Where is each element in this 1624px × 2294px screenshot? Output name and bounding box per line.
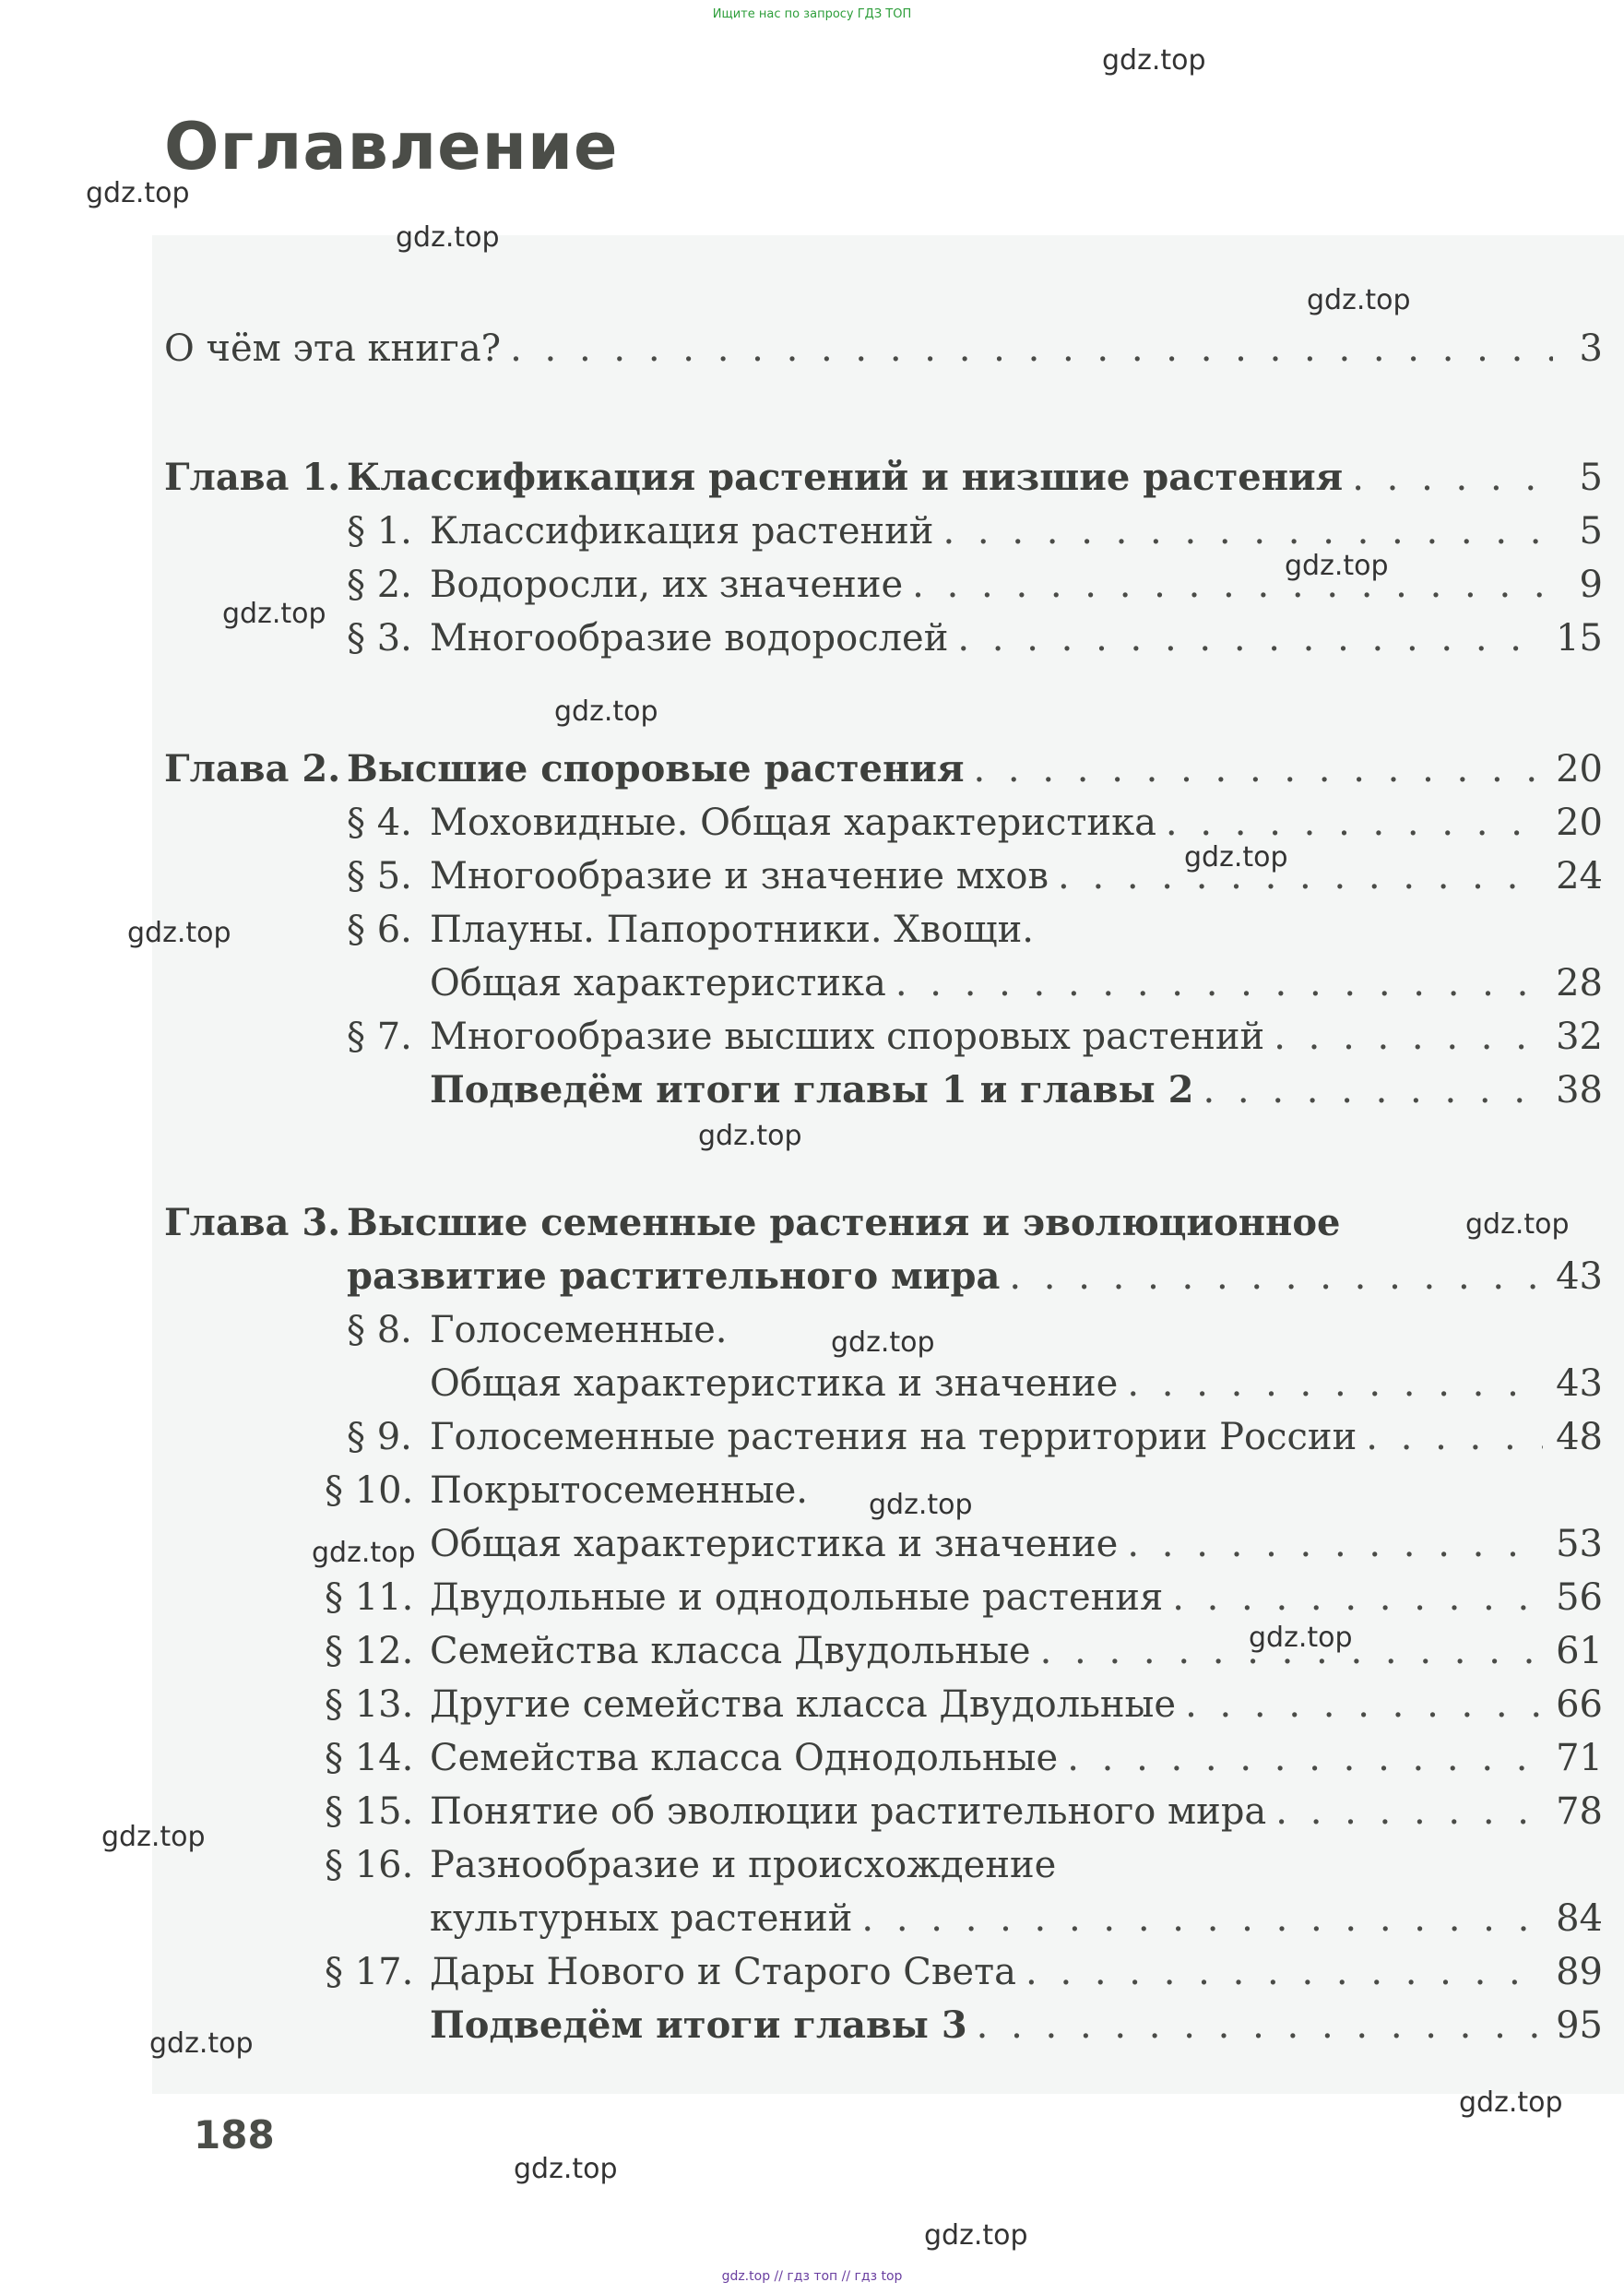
toc-section-9[interactable]: [347, 1411, 1603, 1465]
chapter-title: Классификация растений и низшие растения: [347, 456, 1344, 499]
section-title: Двудольные и однодольные растения: [430, 1576, 1164, 1619]
section-title: Многообразие водорослей: [430, 617, 949, 660]
chapter-title: Высшие семенные растения и эволюционное: [347, 1201, 1341, 1244]
watermark: gdz.top: [86, 177, 190, 209]
section-title-cont: Общая характеристика и значение: [430, 1362, 1119, 1405]
watermark: gdz.top: [869, 1489, 973, 1521]
leader-dots: [861, 1893, 1543, 1944]
watermark: gdz.top: [1285, 550, 1389, 582]
section-number: § 7.: [347, 1016, 412, 1058]
toc-section-8-cont[interactable]: [430, 1358, 1603, 1411]
watermark: gdz.top: [1465, 1208, 1570, 1241]
leader-dots: [1127, 1358, 1543, 1409]
entry-page: 48: [1556, 1416, 1603, 1458]
top-note: Ищите нас по запросу ГДЗ ТОП: [712, 7, 912, 21]
entry-page: 32: [1556, 1016, 1603, 1058]
section-title: Другие семейства класса Двудольные: [430, 1683, 1177, 1726]
page-title: Оглавление: [164, 109, 619, 184]
section-title: Многообразие и значение мхов: [430, 855, 1049, 897]
section-number: § 1.: [347, 510, 412, 553]
entry-page: 28: [1556, 962, 1603, 1004]
toc-chapter-3-cont[interactable]: [347, 1251, 1603, 1304]
leader-dots: [1352, 452, 1553, 504]
entry-page: 9: [1579, 564, 1603, 606]
entry-page: 5: [1579, 457, 1603, 499]
leader-dots: [1025, 1946, 1543, 1998]
section-title: Семейства класса Двудольные: [430, 1630, 1031, 1672]
toc-section-11[interactable]: [325, 1572, 1603, 1625]
toc-chapter-3[interactable]: [164, 1197, 1603, 1251]
leader-dots: [510, 323, 1553, 374]
toc-section-5[interactable]: [347, 850, 1603, 904]
section-title-cont: Общая характеристика и значение: [430, 1523, 1119, 1565]
summary-title: Подведём итоги главы 1 и главы 2: [430, 1068, 1194, 1111]
watermark: gdz.top: [514, 2153, 618, 2185]
section-number: § 9.: [347, 1416, 412, 1458]
watermark: gdz.top: [924, 2219, 1028, 2252]
leader-dots: [1203, 1064, 1543, 1116]
section-number: § 13.: [325, 1683, 414, 1726]
leader-dots: [1185, 1679, 1543, 1730]
toc-section-1[interactable]: [347, 505, 1603, 559]
section-number: § 11.: [325, 1576, 414, 1619]
entry-page: 66: [1556, 1683, 1603, 1726]
entry-page: 5: [1579, 510, 1603, 553]
section-title: Многообразие высших споровых растений: [430, 1016, 1265, 1058]
section-number: § 3.: [347, 617, 412, 660]
toc-section-7[interactable]: [347, 1011, 1603, 1064]
watermark: gdz.top: [554, 695, 658, 728]
leader-dots: [895, 957, 1543, 1009]
watermark: gdz.top: [101, 1821, 206, 1853]
section-number: § 15.: [325, 1790, 414, 1833]
section-number: § 4.: [347, 802, 412, 844]
section-number: § 6.: [347, 909, 412, 951]
toc-section-3[interactable]: [347, 612, 1603, 666]
footer-note: gdz.top // гдз топ // гдз top: [721, 2269, 903, 2284]
section-title: Дары Нового и Старого Света: [430, 1951, 1017, 1993]
watermark: gdz.top: [127, 917, 231, 949]
section-title: Голосеменные растения на территории России: [430, 1416, 1357, 1458]
section-number: § 10.: [325, 1469, 414, 1512]
toc-section-10-cont[interactable]: [430, 1518, 1603, 1572]
toc-section-6-cont[interactable]: [430, 957, 1603, 1011]
chapter-label: Глава 2.: [164, 747, 341, 790]
entry-page: 20: [1556, 748, 1603, 790]
entry-page: 38: [1556, 1069, 1603, 1111]
section-title: Классификация растений: [430, 510, 934, 553]
entry-page: 95: [1556, 2004, 1603, 2047]
toc-section-15[interactable]: [325, 1786, 1603, 1839]
section-title: Разнообразие и происхождение: [430, 1844, 1057, 1886]
watermark: gdz.top: [831, 1326, 935, 1359]
entry-page: 24: [1556, 855, 1603, 897]
entry-page: 61: [1556, 1630, 1603, 1672]
chapter-label: Глава 3.: [164, 1201, 341, 1244]
leader-dots: [957, 612, 1543, 664]
watermark: gdz.top: [1459, 2086, 1563, 2119]
section-title: Голосеменные.: [430, 1309, 728, 1351]
toc-section-2[interactable]: [347, 559, 1603, 612]
section-title-cont: Общая характеристика: [430, 962, 886, 1004]
section-title: Семейства класса Однодольные: [430, 1737, 1059, 1779]
toc-entry-intro[interactable]: [164, 323, 1603, 376]
section-number: § 2.: [347, 564, 412, 606]
watermark: gdz.top: [312, 1537, 416, 1569]
watermark: gdz.top: [698, 1120, 802, 1152]
watermark: gdz.top: [1249, 1622, 1353, 1654]
section-title: Плауны. Папоротники. Хвощи.: [430, 909, 1034, 951]
section-number: § 5.: [347, 855, 412, 897]
toc-chapter-2[interactable]: [164, 743, 1603, 797]
leader-dots: [974, 743, 1544, 795]
entry-page: 15: [1556, 617, 1603, 660]
page-number: 188: [194, 2112, 275, 2157]
entry-page: 53: [1556, 1523, 1603, 1565]
leader-dots: [977, 2000, 1543, 2051]
leader-dots: [1274, 1011, 1543, 1063]
watermark: gdz.top: [222, 598, 326, 630]
leader-dots: [942, 505, 1553, 557]
summary-title: Подведём итоги главы 3: [430, 2003, 967, 2047]
entry-page: 20: [1556, 802, 1603, 844]
entry-page: 71: [1556, 1737, 1603, 1779]
section-title: Понятие об эволюции растительного мира: [430, 1790, 1267, 1833]
chapter-title-cont: развитие растительного мира: [347, 1254, 1001, 1298]
watermark: gdz.top: [1102, 44, 1206, 77]
section-number: § 8.: [347, 1309, 412, 1351]
section-number: § 14.: [325, 1737, 414, 1779]
toc-section-8[interactable]: [347, 1304, 1603, 1358]
section-title: Моховидные. Общая характеристика: [430, 802, 1156, 844]
toc-section-14[interactable]: [325, 1732, 1603, 1786]
leader-dots: [1067, 1732, 1543, 1784]
toc-section-4[interactable]: [347, 797, 1603, 850]
chapter-label: Глава 1.: [164, 456, 341, 499]
section-number: § 12.: [325, 1630, 414, 1672]
toc-section-17[interactable]: [325, 1946, 1603, 2000]
entry-page: 89: [1556, 1951, 1603, 1993]
leader-dots: [1127, 1518, 1543, 1570]
toc-section-12[interactable]: [325, 1625, 1603, 1679]
section-number: § 16.: [325, 1844, 414, 1886]
leader-dots: [1009, 1251, 1543, 1302]
toc-summary-1-2[interactable]: [430, 1064, 1603, 1118]
entry-page: 78: [1556, 1790, 1603, 1833]
entry-page: 43: [1556, 1362, 1603, 1405]
toc-section-6[interactable]: [347, 904, 1603, 957]
entry-page: 3: [1579, 327, 1603, 370]
leader-dots: [1058, 850, 1543, 902]
entry-page: 56: [1556, 1576, 1603, 1619]
entry-text: О чём эта книга?: [164, 327, 502, 370]
toc-section-16-cont[interactable]: [430, 1893, 1603, 1946]
watermark: gdz.top: [149, 2027, 254, 2060]
section-title: Водоросли, их значение: [430, 564, 904, 606]
entry-page: 84: [1556, 1897, 1603, 1940]
leader-dots: [912, 559, 1553, 611]
section-title: Покрытосеменные.: [430, 1469, 809, 1512]
section-title-cont: культурных растений: [430, 1897, 853, 1940]
watermark: gdz.top: [1184, 841, 1288, 874]
leader-dots: [1275, 1786, 1543, 1837]
toc-section-13[interactable]: [325, 1679, 1603, 1732]
section-number: § 17.: [325, 1951, 414, 1993]
watermark: gdz.top: [1307, 284, 1411, 316]
toc-summary-3[interactable]: [430, 2000, 1603, 2053]
chapter-title: Высшие споровые растения: [347, 747, 965, 790]
toc-chapter-1[interactable]: [164, 452, 1603, 505]
watermark: gdz.top: [396, 221, 500, 254]
leader-dots: [1172, 1572, 1543, 1623]
entry-page: 43: [1556, 1255, 1603, 1298]
toc-section-16[interactable]: [325, 1839, 1603, 1893]
leader-dots: [1366, 1411, 1543, 1463]
